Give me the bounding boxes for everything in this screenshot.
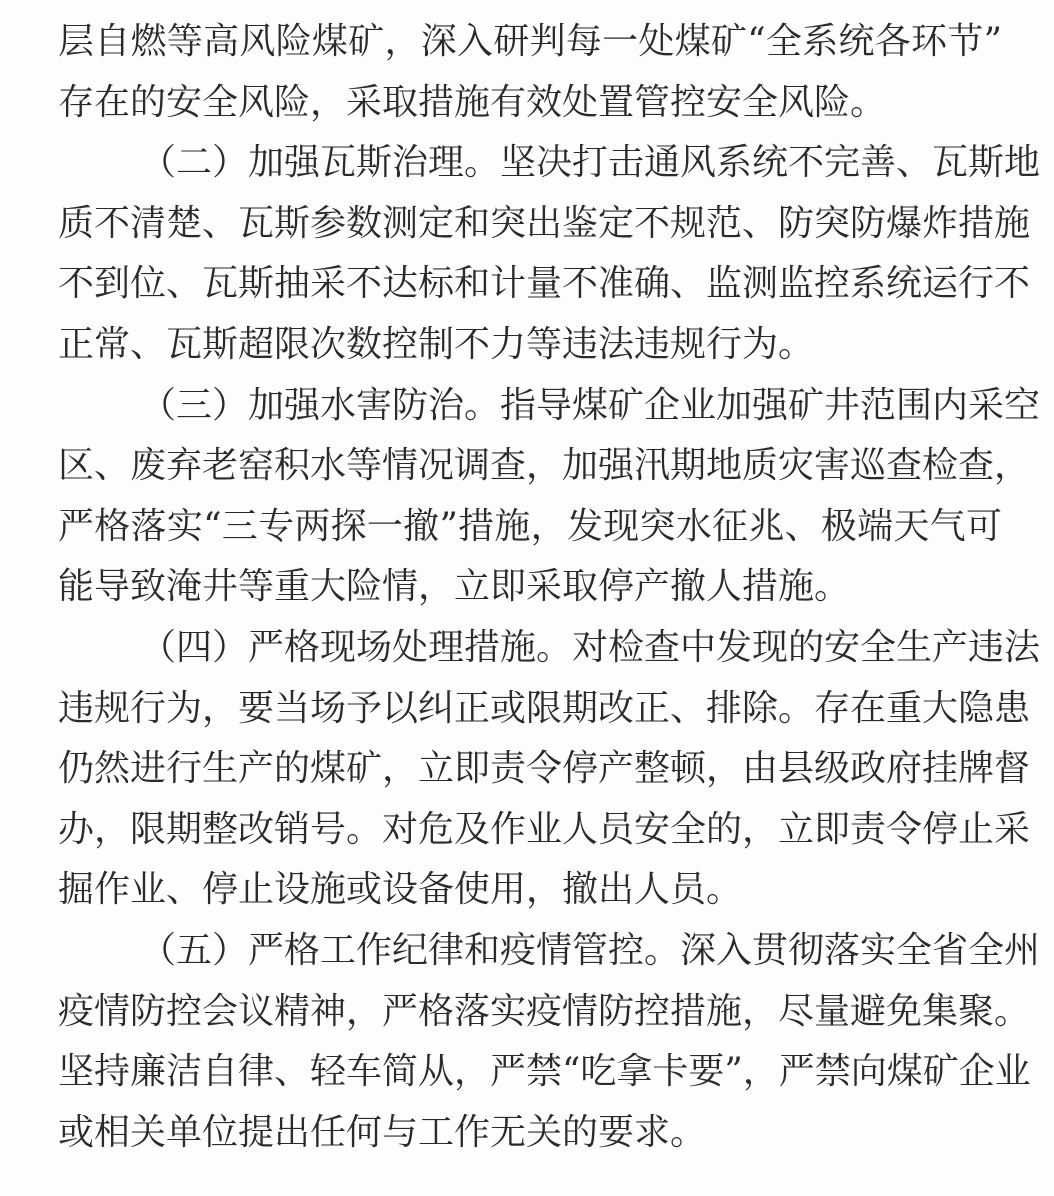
text-line: （四）严格现场处理措施。对检查中发现的安全生产违法	[140, 626, 1041, 668]
text-line: 或相关单位提出任何与工作无关的要求。	[58, 1111, 707, 1153]
text-line: 办，限期整改销号。对危及作业人员安全的，立即责令停止采	[58, 808, 1031, 850]
paragraph-onsite-measures	[58, 618, 1041, 921]
text-line: （三）加强水害防治。指导煤矿企业加强矿井范围内采空	[140, 384, 1041, 426]
text-line: 能导致淹井等重大险情，立即采取停产撤人措施。	[58, 566, 851, 608]
paragraph-gas-control	[58, 133, 1041, 375]
text-line: 违规行为，要当场予以纠正或限期改正、排除。存在重大隐患	[58, 687, 1031, 729]
text-line: 坚持廉洁自律、轻车简从，严禁“吃拿卡要”，严禁向煤矿企业	[58, 1051, 1031, 1093]
text-line: （二）加强瓦斯治理。坚决打击通风系统不完善、瓦斯地	[140, 142, 1041, 184]
text-line: 疫情防控会议精神，严格落实疫情防控措施，尽量避免集聚。	[58, 990, 1031, 1032]
text-line: 层自燃等高风险煤矿，深入研判每一处煤矿“全系统各环节”	[58, 21, 1002, 62]
text-line: 存在的安全风险，采取措施有效处置管控安全风险。	[58, 81, 887, 123]
text-line: 仍然进行生产的煤矿，立即责令停产整顿，由县级政府挂牌督	[58, 748, 1031, 790]
text-line: 区、废弃老窑积水等情况调查，加强汛期地质灾害巡查检查，	[58, 445, 1031, 487]
paragraph-continuation	[58, 12, 1002, 133]
text-line: 不到位、瓦斯抽采不达标和计量不准确、监测监控系统运行不	[58, 263, 1031, 305]
document-page	[58, 12, 1041, 1163]
text-line: 严格落实“三专两探一撤”措施，发现突水征兆、极端天气可	[58, 505, 1002, 547]
text-line: 掘作业、停止设施或设备使用，撤出人员。	[58, 869, 743, 911]
text-line: 质不清楚、瓦斯参数测定和突出鉴定不规范、防突防爆炸措施	[58, 202, 1031, 244]
paragraph-water-hazard	[58, 376, 1041, 618]
text-line: 正常、瓦斯超限次数控制不力等违法违规行为。	[58, 323, 815, 365]
paragraph-discipline	[58, 921, 1041, 1163]
text-line: （五）严格工作纪律和疫情管控。深入贯彻落实全省全州	[140, 929, 1041, 971]
